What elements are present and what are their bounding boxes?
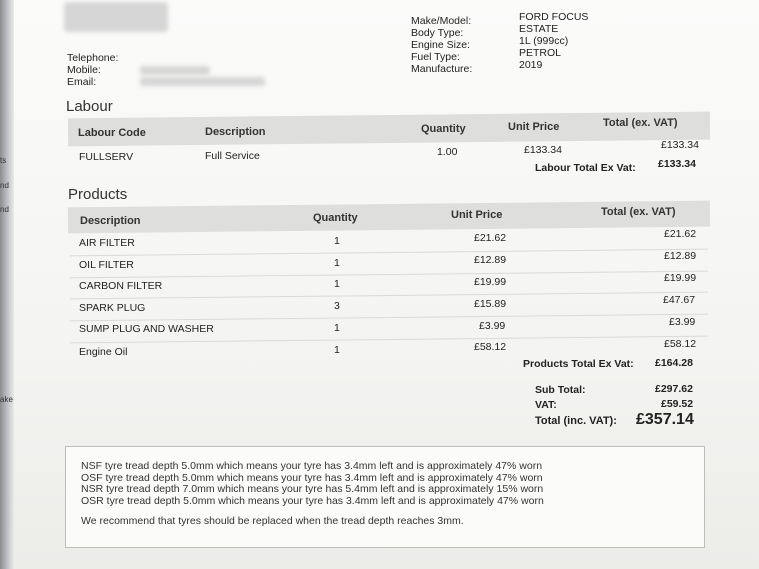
products-quantity-header: Quantity [313, 212, 358, 224]
product-unit-price-cell: £12.89 [474, 254, 507, 266]
product-quantity-cell: 1 [334, 278, 340, 290]
labour-description-header: Description [205, 126, 266, 138]
manufacture-label: Manufacture: [411, 63, 473, 75]
engine-size-label: Engine Size: [411, 39, 470, 51]
background-page-edge [0, 0, 14, 569]
labour-section-title: Labour [66, 98, 113, 115]
vehicle-labels [411, 15, 472, 75]
products-total-header: Total (ex. VAT) [601, 206, 676, 218]
redacted-email [140, 77, 265, 86]
margin-fragment: ts [0, 156, 7, 165]
tyre-note-osf: OSF tyre tread depth 5.0mm which means your tyre has 3.4mm left and is approximately 47% worn [81, 471, 543, 484]
labour-total-value: £133.34 [658, 158, 696, 170]
product-description-cell: SUMP PLUG AND WASHER [79, 323, 214, 335]
product-description-cell: AIR FILTER [79, 237, 135, 249]
engine-size-value: 1L (999cc) [519, 35, 569, 47]
manufacture-value: 2019 [519, 59, 543, 71]
total-inc-vat-value: £357.14 [636, 411, 694, 428]
product-description-cell: CARBON FILTER [79, 280, 163, 292]
labour-code-cell: FULLSERV [79, 151, 134, 163]
product-unit-price-cell: £58.12 [474, 341, 507, 353]
labour-unit-price-cell: £133.34 [524, 144, 562, 156]
tyre-note-osr: OSR tyre tread depth 5.0mm which means your tyre has 3.4mm left and is approximately 47% worn [81, 494, 544, 507]
email-label: Email: [67, 76, 97, 88]
product-unit-price-cell: £3.99 [479, 320, 506, 332]
labour-quantity-header: Quantity [421, 123, 466, 135]
product-description-cell: SPARK PLUG [79, 302, 146, 314]
product-quantity-cell: 1 [334, 235, 340, 247]
row-divider [70, 314, 708, 322]
total-inc-vat-label: Total (inc. VAT): [535, 415, 617, 427]
product-quantity-cell: 1 [334, 257, 340, 269]
labour-total-header: Total (ex. VAT) [603, 117, 678, 129]
labour-total-cell: £133.34 [661, 139, 699, 151]
row-divider [70, 271, 708, 279]
body-type-label: Body Type: [411, 27, 464, 39]
tyre-note-nsf: NSF tyre tread depth 5.0mm which means your tyre has 3.4mm left and is approximately 47% worn [81, 460, 543, 472]
vehicle-values [519, 11, 588, 71]
product-quantity-cell: 1 [334, 322, 340, 334]
row-divider [70, 249, 708, 257]
products-total-label: Products Total Ex Vat: [523, 358, 634, 370]
mobile-label: Mobile: [67, 64, 101, 76]
product-quantity-cell: 1 [334, 344, 340, 356]
telephone-label: Telephone: [67, 52, 119, 64]
labour-quantity-cell: 1.00 [437, 146, 458, 158]
product-unit-price-cell: £19.99 [474, 276, 507, 288]
product-total-cell: £21.62 [664, 228, 697, 240]
subtotal-label: Sub Total: [535, 384, 586, 396]
product-total-cell: £3.99 [669, 316, 696, 328]
products-section-title: Products [68, 186, 128, 203]
product-total-cell: £47.67 [663, 294, 696, 306]
product-total-cell: £19.99 [664, 272, 697, 284]
row-divider [70, 292, 708, 300]
tyre-note-nsr: NSR tyre tread depth 7.0mm which means your tyre has 5.4mm left and is approximately 15% worn [81, 483, 544, 495]
product-unit-price-cell: £15.89 [474, 298, 507, 310]
labour-unit-price-header: Unit Price [508, 121, 560, 133]
product-total-cell: £12.89 [664, 250, 697, 262]
redacted-name [64, 2, 168, 32]
margin-fragment: ake [0, 395, 13, 404]
product-total-cell: £58.12 [664, 338, 697, 350]
tyre-notes-box [65, 446, 705, 548]
labour-description-cell: Full Service [205, 150, 260, 162]
products-total-value: £164.28 [655, 357, 693, 369]
row-divider [70, 336, 708, 344]
make-model-value: FORD FOCUS [519, 11, 589, 23]
product-description-cell: OIL FILTER [79, 259, 134, 271]
make-model-label: Make/Model: [411, 15, 472, 27]
labour-code-header: Labour Code [78, 127, 146, 139]
vat-label: VAT: [535, 399, 557, 411]
body-type-value: ESTATE [519, 23, 559, 35]
fuel-type-value: PETROL [519, 47, 562, 59]
product-quantity-cell: 3 [334, 300, 340, 312]
tyre-notes-lines [81, 461, 544, 507]
products-description-header: Description [80, 215, 141, 227]
products-unit-price-header: Unit Price [451, 209, 503, 221]
subtotal-value: £297.62 [655, 383, 693, 395]
product-unit-price-cell: £21.62 [474, 232, 507, 244]
margin-fragment: nd [0, 181, 9, 190]
labour-total-label: Labour Total Ex Vat: [535, 162, 636, 174]
tyre-recommendation: We recommend that tyres should be replaced when the tread depth reaches 3mm. [81, 515, 464, 527]
fuel-type-label: Fuel Type: [411, 51, 460, 63]
vat-value: £59.52 [661, 398, 694, 410]
redacted-mobile [140, 66, 210, 75]
margin-fragment: nd [0, 205, 9, 214]
product-description-cell: Engine Oil [79, 346, 128, 358]
